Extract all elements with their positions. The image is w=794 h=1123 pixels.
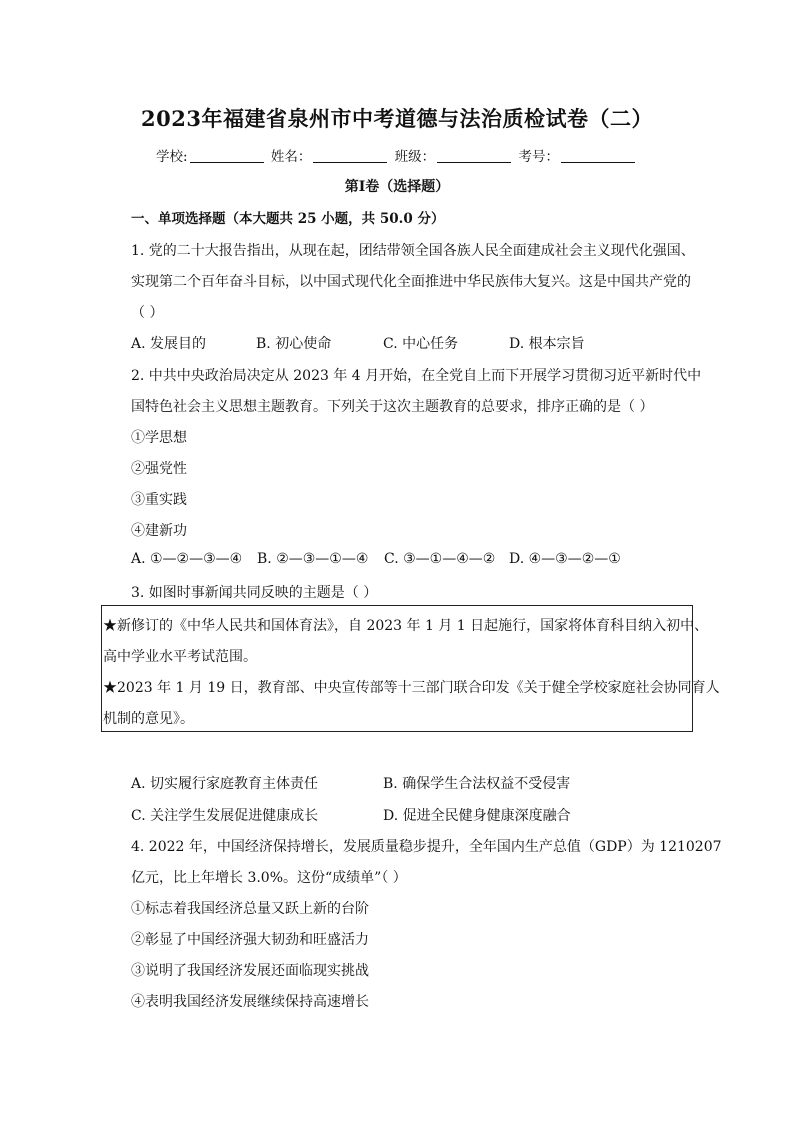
part-heading: 一、单项选择题（本大题共 25 小题，共 50.0 分） [131,211,445,227]
q4-item-4: ④表明我国经济发展继续保持高速增长 [131,994,369,1010]
q1-stem-line-1: 1. 党的二十大报告指出，从现在起，团结带领全国各族人民全面建成社会主义现代化强国、 [131,243,695,259]
q1-option-a[interactable]: A. 发展目的 [131,336,207,352]
q4-stem-line-1: 4. 2022 年，中国经济保持增长，发展质量稳步提升，全年国内生产总值（GDP）为 1210207 [131,839,722,855]
q3-news-line-1: ★新修订的《中华人民共和国体育法》，自 2023 年 1 月 1 日起施行，国家将体育科目纳入初中、 [103,618,709,634]
q1-answer-bracket: （ ） [131,305,164,321]
q2-option-d[interactable]: D. ④—③—②—① [509,551,621,567]
q2-item-4: ④建新功 [131,523,187,539]
section-heading: 第I卷（选择题） [344,179,450,195]
q2-stem-line-2: 国特色社会主义思想主题教育。下列关于这次主题教育的总要求，排序正确的是（ ） [131,399,654,415]
q3-option-b[interactable]: B. 确保学生合法权益不受侵害 [383,776,571,792]
name-blank[interactable] [313,148,387,163]
q3-news-line-3: ★2023 年 1 月 19 日，教育部、中央宣传部等十三部门联合印发《关于健全学校家庭社会协同育人 [103,680,720,696]
q2-item-2: ②强党性 [131,461,187,477]
q2-option-a[interactable]: A. ①—②—③—④ [131,551,243,567]
q4-item-1: ①标志着我国经济总量又跃上新的台阶 [131,901,369,917]
q3-option-a[interactable]: A. 切实履行家庭教育主体责任 [131,776,319,792]
q1-option-b[interactable]: B. 初心使命 [256,336,332,352]
name-label: 姓名： [270,149,312,165]
q3-news-line-2: 高中学业水平考试范围。 [103,649,257,665]
q2-stem-line-1: 2. 中共中央政治局决定从 2023 年 4 月开始，在全党自上而下开展学习贯彻习近平新时代中 [131,368,702,384]
school-label: 学校: [156,149,188,165]
q2-item-3: ③重实践 [131,492,187,508]
page-title: 2023年福建省泉州市中考道德与法治质检试卷（二） [141,106,653,131]
school-blank[interactable] [190,148,264,163]
q3-option-d[interactable]: D. 促进全民健身健康深度融合 [383,808,571,824]
class-label: 班级： [394,149,436,165]
q1-option-c[interactable]: C. 中心任务 [383,336,459,352]
exam-number-label: 考号： [518,149,559,165]
q4-stem-line-2: 亿元，比上年增长 3.0%。这份“成绩单”（ ） [131,870,407,886]
q1-stem-line-2: 实现第二个百年奋斗目标，以中国式现代化全面推进中华民族伟大复兴。这是中国共产党的 [131,274,691,290]
q2-option-c[interactable]: C. ③—①—④—② [384,551,496,567]
q2-item-1: ①学思想 [131,430,187,446]
q3-option-c[interactable]: C. 关注学生发展促进健康成长 [131,808,319,824]
q3-stem-line-1: 3. 如图时事新闻共同反映的主题是（ ） [131,585,378,601]
q2-option-b[interactable]: B. ②—③—①—④ [257,551,369,567]
q3-news-line-4: 机制的意见》。 [103,711,194,727]
q4-item-2: ②彰显了中国经济强大韧劲和旺盛活力 [131,932,369,948]
exam-number-blank[interactable] [561,148,635,163]
class-blank[interactable] [437,148,511,163]
q3-news-box [101,605,720,732]
q4-item-3: ③说明了我国经济发展还面临现实挑战 [131,963,369,979]
q1-option-d[interactable]: D. 根本宗旨 [509,336,585,352]
student-info-line [0,145,794,165]
